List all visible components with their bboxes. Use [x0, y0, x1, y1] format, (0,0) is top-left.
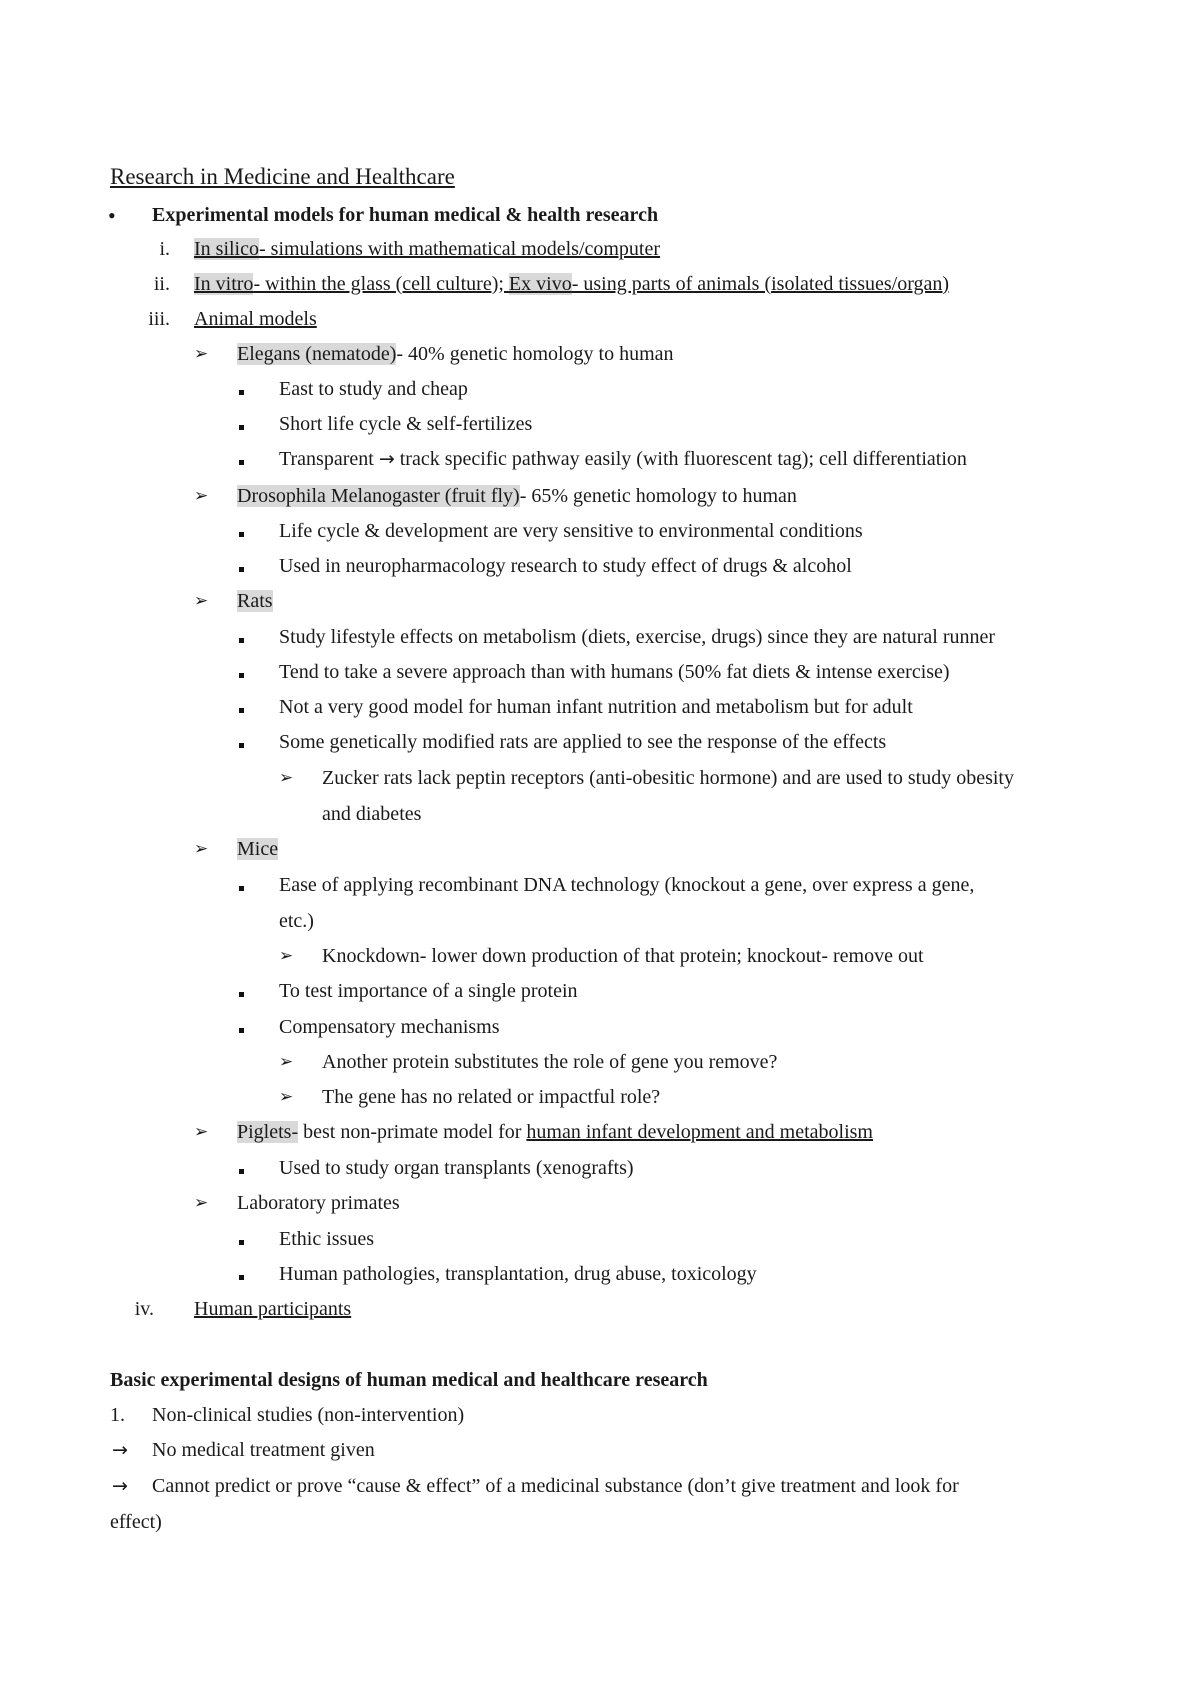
item-text: best non-primate model for: [298, 1121, 527, 1143]
arrowhead-bullet-icon: ➢: [194, 486, 209, 506]
list-item: Tend to take a severe approach than with humans (50% fat diets & intense exercise): [279, 661, 950, 683]
square-bullet-icon: [239, 624, 244, 650]
highlight-text: Drosophila Melanogaster (fruit fly): [237, 485, 520, 507]
list-item: Life cycle & development are very sensitive to environmental conditions: [279, 520, 863, 542]
model-elegans: [237, 341, 674, 367]
highlight-text: In silico: [194, 238, 259, 260]
item-text: - using parts of animals (isolated tissues/organ): [571, 273, 950, 295]
list-item: East to study and cheap: [279, 378, 468, 400]
arrowhead-bullet-icon: ➢: [194, 591, 209, 611]
list-number: 1.: [110, 1404, 125, 1426]
highlight-text: Piglets-: [237, 1121, 299, 1143]
arrowhead-bullet-icon: ➢: [279, 946, 294, 966]
model-piglets: [237, 1119, 873, 1145]
square-bullet-icon: [239, 411, 244, 437]
list-number: iii.: [148, 308, 170, 330]
model-mice: [237, 836, 278, 862]
square-bullet-icon: [239, 659, 244, 685]
arrowhead-bullet-icon: ➢: [279, 1087, 294, 1107]
item-text: track specific pathway easily (with fluorescent tag); cell differentiation: [394, 448, 967, 470]
list-item-continued: etc.): [279, 910, 314, 932]
list-item: Used in neuropharmacology research to study effect of drugs & alcohol: [279, 555, 852, 577]
square-bullet-icon: [239, 376, 244, 402]
sub-list-item-continued: and diabetes: [322, 803, 422, 825]
list-number: i.: [159, 238, 170, 260]
square-bullet-icon: [239, 553, 244, 579]
highlight-text: Rats: [237, 590, 273, 612]
item-text: Transparent: [279, 448, 379, 470]
arrowhead-bullet-icon: ➢: [194, 344, 209, 364]
list-item: No medical treatment given: [152, 1439, 375, 1461]
highlight-text: Ex vivo: [508, 273, 572, 295]
section-heading: Basic experimental designs of human medical and healthcare research: [110, 1369, 708, 1391]
right-arrow-icon: →: [112, 1439, 128, 1461]
list-item: To test importance of a single protein: [279, 980, 578, 1002]
sub-list-item: The gene has no related or impactful role?: [322, 1086, 661, 1108]
square-bullet-icon: [239, 978, 244, 1004]
list-item: Used to study organ transplants (xenografts): [279, 1157, 634, 1179]
square-bullet-icon: [239, 518, 244, 544]
model-primates: Laboratory primates: [237, 1192, 400, 1214]
item-text: - 65% genetic homology to human: [519, 485, 797, 507]
arrowhead-bullet-icon: ➢: [279, 1052, 294, 1072]
highlight-text: Elegans (nematode): [237, 343, 397, 365]
item-text: - simulations with mathematical models/computer: [259, 238, 661, 260]
model-drosophila: [237, 483, 797, 509]
list-item: Not a very good model for human infant nutrition and metabolism but for adult: [279, 696, 913, 718]
list-number: iv.: [134, 1298, 154, 1320]
list-item: Human pathologies, transplantation, drug abuse, toxicology: [279, 1263, 757, 1285]
square-bullet-icon: [239, 1014, 244, 1040]
page-title: Research in Medicine and Healthcare: [110, 164, 455, 189]
bullet-icon: •: [108, 203, 116, 228]
item-text: - 40% genetic homology to human: [396, 343, 674, 365]
list-item: Short life cycle & self-fertilizes: [279, 413, 533, 435]
underlined-text: human infant development and metabolism: [526, 1121, 873, 1143]
list-item: Cannot predict or prove “cause & effect” of a medicinal substance (don’t give treatment and look for: [152, 1475, 959, 1497]
item-text: - within the glass (cell culture);: [253, 273, 509, 295]
list-item: Ease of applying recombinant DNA technology (knockout a gene, over express a gene,: [279, 874, 975, 896]
highlight-text: Mice: [237, 838, 279, 860]
square-bullet-icon: [239, 1155, 244, 1181]
list-item-human-participants: Human participants: [194, 1298, 352, 1320]
square-bullet-icon: [239, 446, 244, 472]
list-item-in-silico: [194, 236, 660, 262]
square-bullet-icon: [239, 1261, 244, 1287]
arrowhead-bullet-icon: ➢: [194, 1122, 209, 1142]
highlight-text: In vitro: [194, 273, 254, 295]
section-heading: Experimental models for human medical & health research: [152, 204, 659, 226]
square-bullet-icon: [239, 729, 244, 755]
list-number: ii.: [153, 273, 170, 295]
sub-list-item: Zucker rats lack peptin receptors (anti-obesitic hormone) and are used to study obesity: [322, 767, 1014, 789]
list-item: Compensatory mechanisms: [279, 1016, 500, 1038]
list-item: Some genetically modified rats are applied to see the response of the effects: [279, 731, 887, 753]
arrowhead-bullet-icon: ➢: [194, 839, 209, 859]
list-item: [279, 446, 967, 472]
list-item-continued: effect): [110, 1511, 162, 1533]
square-bullet-icon: [239, 694, 244, 720]
arrowhead-bullet-icon: ➢: [194, 1193, 209, 1213]
sub-list-item: Another protein substitutes the role of gene you remove?: [322, 1051, 778, 1073]
right-arrow-icon: →: [378, 448, 395, 470]
right-arrow-icon: →: [112, 1475, 128, 1497]
list-item-in-vitro: [194, 271, 949, 297]
sub-list-item: Knockdown- lower down production of that protein; knockout- remove out: [322, 945, 924, 967]
arrowhead-bullet-icon: ➢: [279, 768, 294, 788]
model-rats: [237, 588, 273, 614]
list-item: Non-clinical studies (non-intervention): [152, 1404, 465, 1426]
list-item: Ethic issues: [279, 1228, 374, 1250]
square-bullet-icon: [239, 872, 244, 898]
list-item-animal-models: Animal models: [194, 308, 317, 330]
square-bullet-icon: [239, 1226, 244, 1252]
list-item: Study lifestyle effects on metabolism (diets, exercise, drugs) since they are natural runner: [279, 626, 996, 648]
